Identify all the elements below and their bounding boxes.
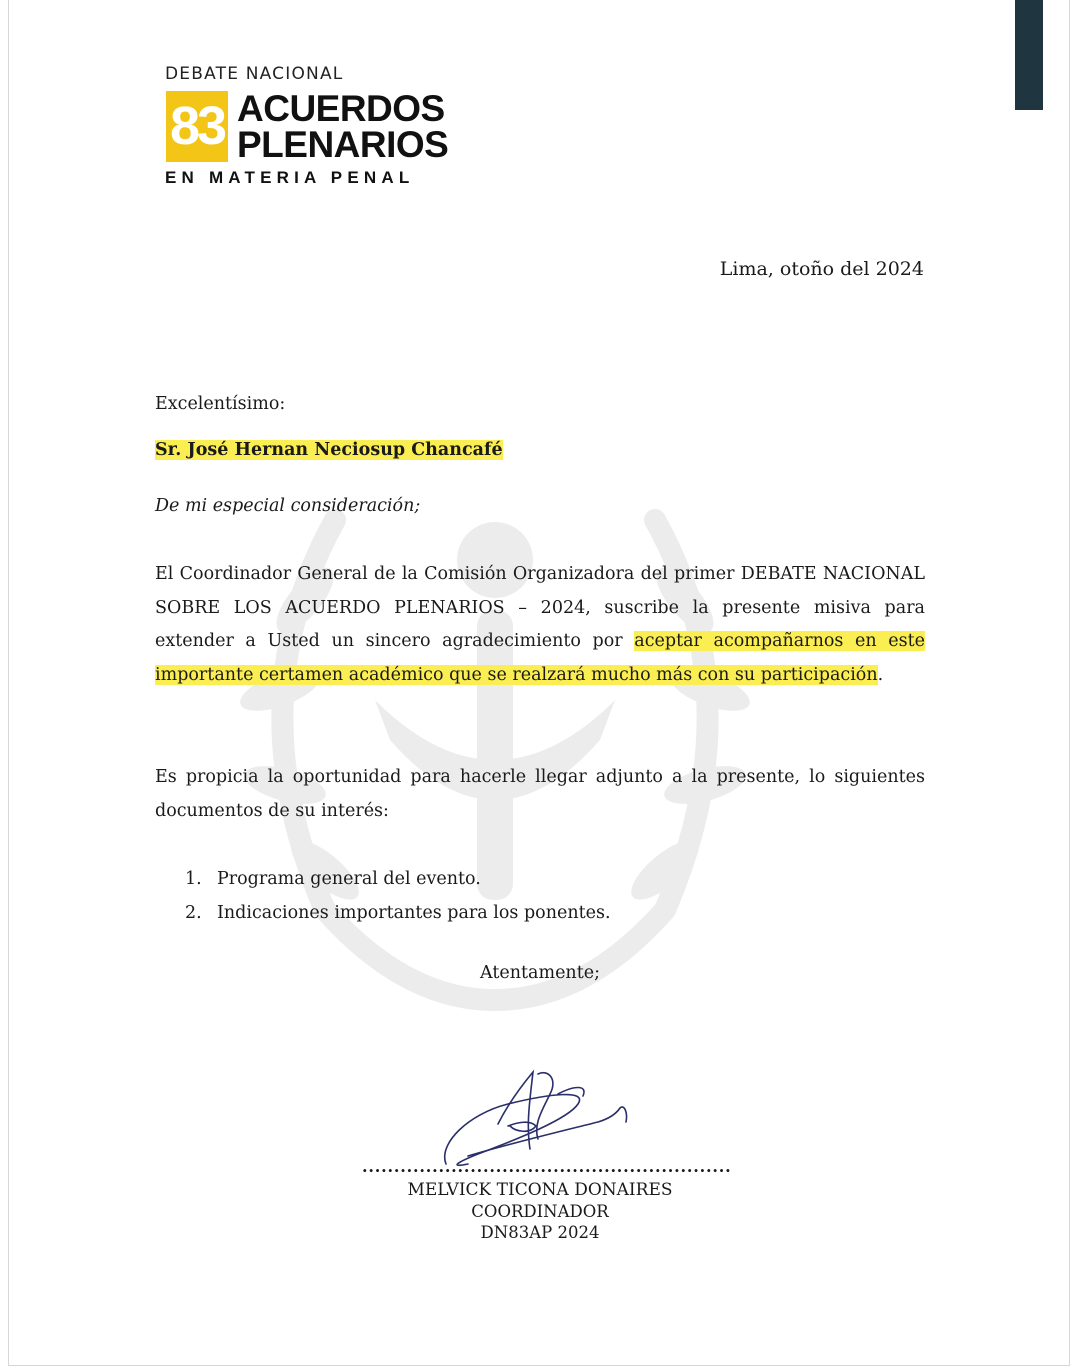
logo-title-line1: ACUERDOS: [237, 88, 445, 129]
body-paragraph-1: [155, 558, 925, 692]
laurel-watermark-icon: [215, 440, 775, 1030]
signer-organization: DN83AP 2024: [480, 1223, 600, 1242]
logo-top-text: DEBATE NACIONAL: [165, 64, 344, 84]
signer-name: MELVICK TICONA DONAIRES: [407, 1180, 673, 1200]
letter-date: Lima, otoño del 2024: [719, 258, 924, 280]
addressee-name: Sr. José Hernan Neciosup Chancafé: [155, 440, 503, 460]
list-item-text: Indicaciones importantes para los ponentes.: [217, 903, 611, 923]
signer-role: COORDINADOR: [471, 1202, 609, 1221]
list-item: [185, 862, 611, 896]
logo-number-badge: 83: [166, 91, 228, 162]
addressee: [155, 434, 925, 468]
corner-accent-bar: [1015, 0, 1043, 110]
list-item-number: 1.: [185, 869, 202, 889]
salutation: Excelentísimo:: [155, 394, 286, 414]
paragraph-1-highlight: aceptar acompañarnos en este importante certamen académico que se realzará mucho más con su participación: [155, 631, 925, 685]
list-item-number: 2.: [185, 903, 202, 923]
event-logo: [165, 64, 465, 194]
documents-list: [185, 862, 611, 930]
signature-line: ..........................................................: [362, 1157, 732, 1176]
closing-line: Atentamente;: [480, 963, 600, 983]
list-item-text: Programa general del evento.: [217, 869, 481, 889]
logo-title-line2: PLENARIOS: [237, 124, 449, 165]
consideration-line: De mi especial consideración;: [155, 496, 421, 516]
body-paragraph-2: Es propicia la oportunidad para hacerle llegar adjunto a la presente, lo siguientes documentos de su interés:: [155, 767, 925, 821]
paragraph-1-text: El Coordinador General de la Comisión Organizadora del primer DEBATE NACIONAL SOBRE LOS ACUERDO PLENARIOS – 2024, suscribe la presente misiva para extender a Usted un sincero agradecimiento por: [155, 564, 925, 651]
paragraph-1-end: .: [877, 664, 884, 685]
list-item: [185, 896, 611, 930]
logo-subtitle: EN MATERIA PENAL: [165, 168, 415, 187]
